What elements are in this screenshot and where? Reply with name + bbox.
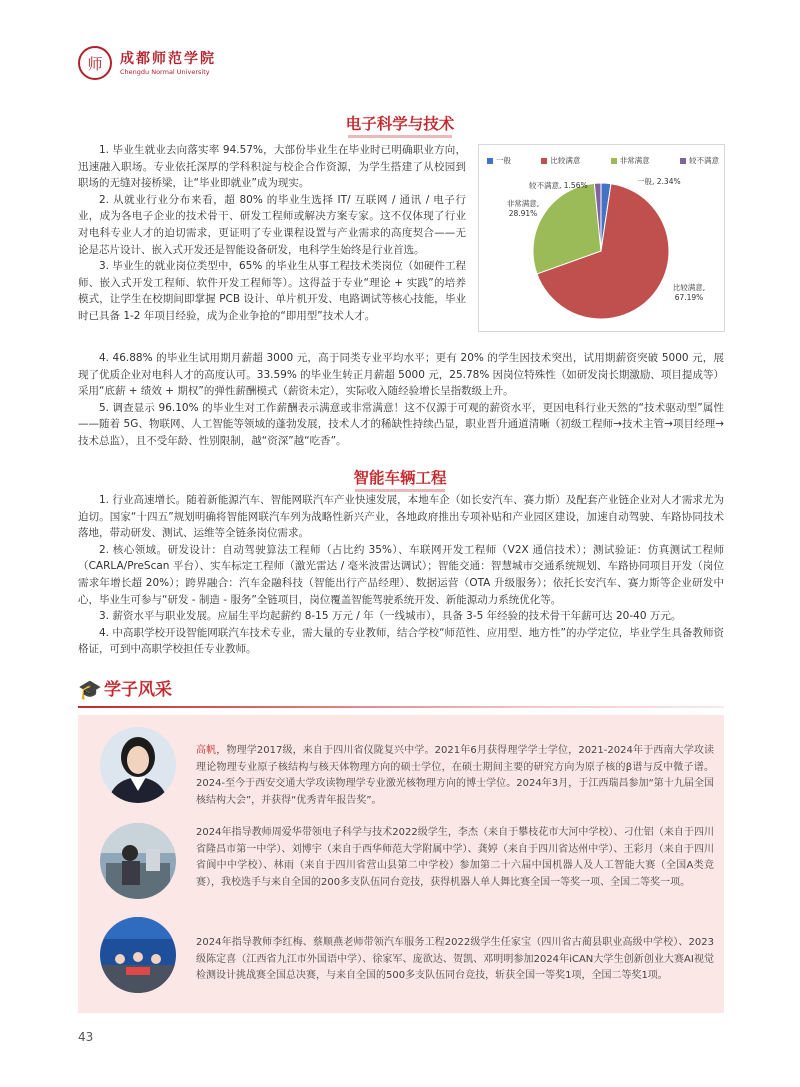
student-name: 高帆 xyxy=(196,745,217,756)
logo-english-name: Chengdu Normal University xyxy=(120,68,210,76)
seal-icon: 师 xyxy=(78,46,112,80)
paragraph: 3. 毕业生的就业岗位类型中，65% 的毕业生从事工程技术类岗位（如硬件工程师、嵌入式开发工程师、软件开发工程师等）。这得益于专业“理论 + 实践”的培养模式，让学生在校期间即掌握 PCB 设计、单片机开发、电路调试等核心技能，毕业时已具备 1-2 年项目经验，成为企业争抢的“即用型”技术人才。 xyxy=(78,260,466,322)
university-logo xyxy=(78,46,378,86)
paragraph: 1. 毕业生就业去向落实率 94.57%，大部份毕业生在毕业时已明确职业方向，迅速融入职场。专业依托深厚的学科积淀与校企合作资源，为学生搭建了从校园到职场的无缝对接桥梁，让“毕业即就业”成为现实。 xyxy=(78,144,466,190)
section-title-electronics xyxy=(300,112,500,138)
section1-narrow-text xyxy=(78,142,466,325)
paragraph: 1. 行业高速增长。随着新能源汽车、智能网联汽车产业快速发展，本地车企（如长安汽车、赛力斯）及配套产业链企业对人才需求尤为迫切。国家“十四五”规划明确将智能网联汽车列为战略性新兴产业，各地政府推出专项补贴和产业园区建设，加速自动驾驶、车路协同技术落地，带动研发、测试、运维等全链条岗位需求。 xyxy=(78,494,724,540)
legend-item: 比较满意 xyxy=(541,155,580,166)
banner-divider xyxy=(78,706,724,708)
legend-item: 一般 xyxy=(487,155,511,166)
students-banner xyxy=(78,678,298,702)
team-description-robot: 2024年指导教师周爱华带领电子科学与技术2022级学生，李杰（来自于攀枝花市大河中学校）、刁仕铝（来自于四川省隆昌市第一中学）、刘博宇（来自于西华师范大学附属中学）、龚婷（来自于四川省达州中学）、王彩月（来自于四川省阆中中学校）、林雨（来自于四川省营山县第二中学校）参加第二十六届中国机器人及人工智能大赛（全国A类竞赛），我校选手与来自全国的200多支队伍同台竞技，获得机器人单人舞比赛全国一等奖一项、全国二等奖一项。 xyxy=(196,827,714,888)
avatar-robot-team-photo xyxy=(100,823,176,899)
banner-title: 学子风采 xyxy=(104,680,172,700)
legend-item: 非常满意 xyxy=(611,155,650,166)
title-underline xyxy=(348,135,452,138)
team-description-ican: 2024年指导教师李红梅、蔡顺燕老师带领汽车服务工程2022级学生任家宝（四川省古蔺县职业高级中学校）、2023级陈定喜（江西省九江市外国语中学）、徐家军、庞欲达、贺凯、邓明明参加2024年iCAN大学生创新创业大赛AI视觉检测设计挑战赛全国总决赛，与来自全国的500多支队伍同台竞技，斩获全国一等奖1项，全国二等奖1项。 xyxy=(196,937,714,982)
paragraph: 2. 核心领域。研发设计：自动驾驶算法工程师（占比约 35%）、车联网开发工程师（V2X 通信技术）；测试验证：仿真测试工程师（CARLA/PreScan 平台）、实车标定工程师（激光雷达 / 毫米波雷达调试）；智能交通：智慧城市交通系统规划、车路协同项目开发（岗位需求年增长超 20%）；跨界融合：汽车金融科技（智能出行产品经理）、数据运营（OTA 升级服务）；依托长安汽车、赛力斯等企业研发中心，毕业生可参与“研发 - 制造 - 服务”全链项目，岗位覆盖智能驾驶系统开发、新能源动力系统优化等。 xyxy=(78,543,724,606)
data-label-very-satisfied: 非常满意, 28.91% xyxy=(506,199,540,218)
pie-svg xyxy=(479,145,724,331)
paragraph: 4. 中高职学校开设智能网联汽车技术专业，需大量的专业教师，结合学校“师范性、应用型、地方性”的办学定位，毕业学生具备教师资格证，可到中高职学校担任专业教师。 xyxy=(78,626,724,656)
section-title-text: 智能车辆工程 xyxy=(353,469,447,487)
data-label-unsatisfied: 较不满意, 1.56% xyxy=(529,181,588,190)
paragraph: 2. 从就业行业分布来看，超 80% 的毕业生选择 IT/ 互联网 / 通讯 / 电子行业，成为各电子企业的技术骨干、研发工程师或解决方案专家。这不仅体现了行业对电科专业人才的迫切需求，更证明了专业课程设置与产业需求的高度契合——无论是芯片设计、嵌入式开发还是智能设备研发，电科学生始终是行业首选。 xyxy=(78,193,466,256)
section2-text xyxy=(78,492,724,658)
logo-chinese-name: 成都师范学院 xyxy=(120,51,216,67)
page-number: 43 xyxy=(78,1030,94,1044)
section-title-text: 电子科学与技术 xyxy=(345,115,455,133)
data-label-fairly-satisfied: 比较满意, 67.19% xyxy=(672,283,706,302)
legend-item: 较不满意 xyxy=(680,155,719,166)
satisfaction-pie-chart xyxy=(478,144,725,332)
data-label-general: 一般, 2.34% xyxy=(637,177,681,186)
paragraph: 4. 46.88% 的毕业生试用期月薪超 3000 元，高于同类专业平均水平；更有 20% 的学生因技术突出，试用期薪资突破 5000 元，展现了优质企业对电科人才的高度认可。33.59% 的毕业生转正月薪超 5000 元，25.78% 因岗位特殊性（如研发岗长期激励、项目提成等）采用“底薪 + 绩效 + 期权”的弹性薪酬模式（薪资未定），实际收入随经验增长呈指数级上升。 xyxy=(78,352,724,398)
paragraph: 3. 薪资水平与职业发展。应届生平均起薪约 8-15 万元 / 年（一线城市），具备 3-5 年经验的技术骨干年薪可达 20-40 万元。 xyxy=(99,610,682,623)
paragraph: 5. 调查显示 96.10% 的毕业生对工作薪酬表示满意或非常满意！这不仅源于可观的薪资水平，更因电科行业天然的“技术驱动型”属性——随着 5G、物联网、人工智能等领域的蓬勃发展，技术人才的稀缺性持续凸显，职业晋升通道清晰（初级工程师→技术主管→项目经理→技术总监），且不受年龄、性别限制，越“资深”越“吃香”。 xyxy=(78,401,724,447)
avatar-student-portrait xyxy=(100,727,176,803)
graduation-cap-icon: 🎓 xyxy=(78,679,102,701)
section1-wide-text xyxy=(78,350,724,450)
students-panel xyxy=(78,715,724,1013)
avatar-award-photo xyxy=(100,917,176,993)
section-title-intelligent-vehicle xyxy=(300,466,500,492)
student-bio: 高帆，物理学2017级，来自于四川省仪陇复兴中学。2021年6月获得理学学士学位，2021-2024年于西南大学攻读理论物理专业原子核结构与核天体物理方向的硕士学位，在硕士期间主要的研究方向为原子核的β谱与反中微子谱。2024-至今于西安交通大学攻读物理学专业激光核物理方向的博士学位。2024年3月，于江西瑞昌参加“第十九届全国核结构大会”，并获得“优秀青年报告奖”。 xyxy=(196,745,714,806)
